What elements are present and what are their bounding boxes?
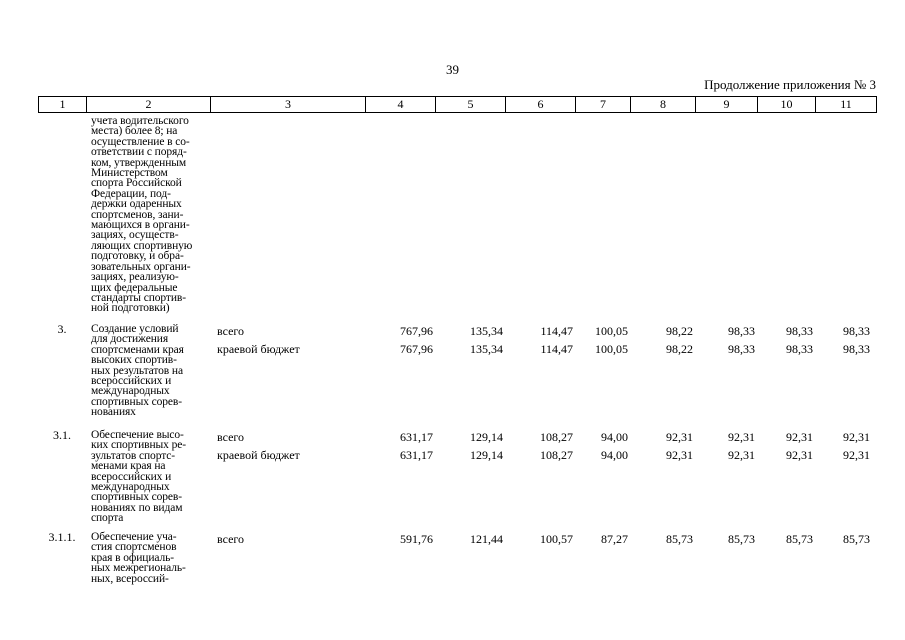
column-header-row xyxy=(39,97,877,113)
value-cell: 135,34 xyxy=(470,324,503,338)
value-cell: 98,33 xyxy=(728,324,755,338)
value-cell: 92,31 xyxy=(666,430,693,444)
value-cell: 87,27 xyxy=(601,532,628,546)
column-header-11: 11 xyxy=(816,97,877,113)
value-cell: 114,47 xyxy=(540,342,573,356)
value-cell: 85,73 xyxy=(666,532,693,546)
value-cell: 98,33 xyxy=(843,324,870,338)
value-cell: 94,00 xyxy=(601,430,628,444)
appendix-label: Продолжение приложения № 3 xyxy=(704,77,876,92)
value-cell: 100,05 xyxy=(595,342,628,356)
page-number: 39 xyxy=(446,62,459,77)
funding-source-label: краевой бюджет xyxy=(217,342,300,356)
value-cell: 98,22 xyxy=(666,342,693,356)
column-header-table xyxy=(38,96,877,113)
value-cell: 92,31 xyxy=(843,448,870,462)
column-header-2: 2 xyxy=(87,97,211,113)
value-cell: 135,34 xyxy=(470,342,503,356)
value-cell: 100,57 xyxy=(540,532,573,546)
funding-source-label: всего xyxy=(217,532,245,546)
column-header-1: 1 xyxy=(39,97,87,113)
column-header-6: 6 xyxy=(506,97,576,113)
value-cell: 98,33 xyxy=(786,342,813,356)
value-cell: 100,05 xyxy=(595,324,628,338)
funding-source-label: всего xyxy=(217,430,245,444)
value-cell: 92,31 xyxy=(786,430,813,444)
column-header-7: 7 xyxy=(576,97,631,113)
value-cell: 98,33 xyxy=(728,342,755,356)
value-cell: 85,73 xyxy=(728,532,755,546)
row-description: Обеспечение уча- стия спортсменов края в официаль- ных межрегиональ- ных, всероссий- xyxy=(91,531,186,585)
value-cell: 92,31 xyxy=(843,430,870,444)
column-header-5: 5 xyxy=(436,97,506,113)
funding-source-label: краевой бюджет xyxy=(217,448,300,462)
value-cell: 114,47 xyxy=(540,324,573,338)
value-cell: 591,76 xyxy=(400,532,433,546)
row-number: 3. xyxy=(57,322,67,336)
value-cell: 85,73 xyxy=(786,532,813,546)
value-cell: 129,14 xyxy=(470,448,503,462)
value-cell: 631,17 xyxy=(400,448,433,462)
value-cell: 631,17 xyxy=(400,430,433,444)
value-cell: 767,96 xyxy=(400,342,433,356)
value-cell: 767,96 xyxy=(400,324,433,338)
value-cell: 108,27 xyxy=(540,448,573,462)
value-cell: 92,31 xyxy=(786,448,813,462)
column-header-4: 4 xyxy=(366,97,436,113)
value-cell: 98,33 xyxy=(843,342,870,356)
row-number: 3.1.1. xyxy=(48,530,76,544)
value-cell: 121,44 xyxy=(470,532,503,546)
value-cell: 92,31 xyxy=(666,448,693,462)
value-cell: 85,73 xyxy=(843,532,870,546)
value-cell: 92,31 xyxy=(728,448,755,462)
funding-source-label: всего xyxy=(217,324,245,338)
row-description: Обеспечение высо- ких спортивных ре- зультатов спортс- менами края на всероссийских и международных спортивных сорев- нованиях по видам спорта xyxy=(91,429,186,525)
row-number: 3.1. xyxy=(53,428,71,442)
value-cell: 98,22 xyxy=(666,324,693,338)
column-header-9: 9 xyxy=(696,97,758,113)
row-description: учета водительского места) более 8; на осуществление в со- ответствии с поряд- ком, утвержденным Министерством спорта Российской Федерации, под- держки одаренных спортсменов, зани- мающихся в органи- зациях, осуществ- ляющих спортивную подготовку, и обра- зовательных органи- зациях, реализую- щих федеральные стандарты спортив- ной подготовки) xyxy=(91,115,193,315)
column-header-3: 3 xyxy=(211,97,366,113)
value-cell: 129,14 xyxy=(470,430,503,444)
value-cell: 108,27 xyxy=(540,430,573,444)
column-header-10: 10 xyxy=(758,97,816,113)
value-cell: 92,31 xyxy=(728,430,755,444)
row-description: Создание условий для достижения спортсменами края высоких спортив- ных результатов на всероссийских и международных спортивных сорев- нованиях xyxy=(91,323,184,419)
value-cell: 94,00 xyxy=(601,448,628,462)
column-header-8: 8 xyxy=(631,97,696,113)
value-cell: 98,33 xyxy=(786,324,813,338)
